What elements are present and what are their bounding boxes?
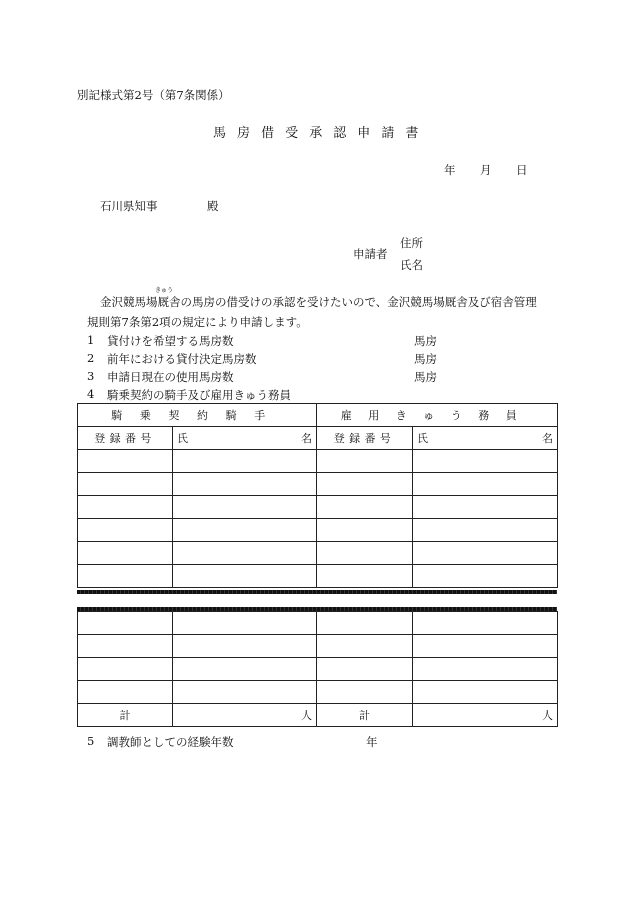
jockey-name-header: 氏 名 [173, 427, 317, 450]
item-1-label: 貸付けを希望する馬房数 [107, 334, 234, 348]
groom-name-cell[interactable] [413, 519, 558, 542]
table-row [78, 450, 558, 473]
table-row [78, 635, 558, 658]
jockey-reg-cell[interactable] [78, 565, 173, 588]
jockey-reg-cell[interactable] [78, 635, 173, 658]
groom-name-cell[interactable] [413, 612, 558, 635]
jockey-name-cell[interactable] [173, 565, 317, 588]
addressee-name: 石川県知事 [100, 199, 158, 213]
item-3-unit: 馬房 [414, 370, 437, 384]
groom-reg-no-header: 登録番号 [317, 427, 413, 450]
groom-reg-cell[interactable] [317, 519, 413, 542]
groom-reg-cell[interactable] [317, 473, 413, 496]
jockey-name-cell[interactable] [173, 519, 317, 542]
jockey-total-unit[interactable]: 人 [173, 704, 317, 727]
jockey-reg-cell[interactable] [78, 473, 173, 496]
item-3-label: 申請日現在の使用馬房数 [107, 370, 234, 384]
item-2-unit: 馬房 [414, 352, 437, 366]
groom-name-cell[interactable] [413, 542, 558, 565]
body-text-line1: 金沢競馬場厩舎の馬房の借受けの承認を受けたいので、金沢競馬場厩舎及び宿舎管理 [100, 295, 537, 309]
item-5-label: 調教師としての経験年数 [107, 735, 234, 749]
form-title: 馬房借受承認申請書 [213, 126, 430, 141]
groom-reg-cell[interactable] [317, 612, 413, 635]
item-1-num: 1 [87, 333, 95, 347]
table-row [78, 565, 558, 588]
groom-reg-cell[interactable] [317, 658, 413, 681]
groom-name-cell[interactable] [413, 473, 558, 496]
jockey-total-label: 計 [78, 704, 173, 727]
groom-name-cell[interactable] [413, 450, 558, 473]
groom-header: 雇用きゅう務員 [317, 404, 558, 427]
groom-total-label: 計 [317, 704, 413, 727]
addressee-honorific: 殿 [207, 199, 219, 213]
jockey-name-cell[interactable] [173, 635, 317, 658]
staff-table-lower [77, 611, 558, 727]
jockey-reg-cell[interactable] [78, 612, 173, 635]
table-row [78, 496, 558, 519]
table-row [78, 612, 558, 635]
table-row [78, 681, 558, 704]
address-label: 住所 [400, 236, 423, 250]
date-month: 月 [480, 163, 492, 177]
jockey-reg-cell[interactable] [78, 496, 173, 519]
groom-name-cell[interactable] [413, 635, 558, 658]
item-4-num: 4 [87, 387, 95, 401]
jockey-header: 騎乗契約騎手 [78, 404, 317, 427]
table-row [78, 542, 558, 565]
item-2-num: 2 [87, 351, 95, 365]
staff-table-upper [77, 403, 558, 588]
ruby-kyu: きゅう [155, 287, 174, 294]
groom-name-header: 氏 名 [413, 427, 558, 450]
groom-reg-cell[interactable] [317, 542, 413, 565]
jockey-reg-cell[interactable] [78, 519, 173, 542]
item-2-label: 前年における貸付決定馬房数 [107, 352, 257, 366]
table-row [78, 658, 558, 681]
groom-name-cell[interactable] [413, 496, 558, 519]
date-year: 年 [444, 163, 456, 177]
item-1-unit: 馬房 [414, 334, 437, 348]
item-4-label: 騎乗契約の騎手及び雇用きゅう務員 [107, 388, 291, 402]
item-3-num: 3 [87, 369, 95, 383]
groom-reg-cell[interactable] [317, 450, 413, 473]
total-row [78, 704, 558, 727]
jockey-name-cell[interactable] [173, 612, 317, 635]
jockey-name-cell[interactable] [173, 681, 317, 704]
groom-name-cell[interactable] [413, 658, 558, 681]
name-label: 氏名 [400, 258, 423, 272]
jockey-name-cell[interactable] [173, 658, 317, 681]
groom-name-cell[interactable] [413, 565, 558, 588]
groom-reg-cell[interactable] [317, 565, 413, 588]
jockey-reg-cell[interactable] [78, 681, 173, 704]
jockey-reg-no-header: 登録番号 [78, 427, 173, 450]
jockey-name-cell[interactable] [173, 473, 317, 496]
form-id: 別記様式第2号（第7条関係） [77, 88, 230, 102]
groom-reg-cell[interactable] [317, 496, 413, 519]
item-5-unit: 年 [366, 735, 378, 749]
jockey-name-cell[interactable] [173, 450, 317, 473]
jockey-name-cell[interactable] [173, 496, 317, 519]
body-text-line2: 規則第7条第2項の規定により申請します。 [87, 315, 308, 329]
jockey-reg-cell[interactable] [78, 542, 173, 565]
jockey-reg-cell[interactable] [78, 450, 173, 473]
jockey-name-cell[interactable] [173, 542, 317, 565]
date-day: 日 [516, 163, 528, 177]
jockey-reg-cell[interactable] [78, 658, 173, 681]
item-5-num: 5 [87, 734, 95, 748]
groom-name-cell[interactable] [413, 681, 558, 704]
groom-reg-cell[interactable] [317, 635, 413, 658]
table-row [78, 473, 558, 496]
applicant-label: 申請者 [353, 247, 388, 261]
groom-reg-cell[interactable] [317, 681, 413, 704]
groom-total-unit[interactable]: 人 [413, 704, 558, 727]
table-row [78, 519, 558, 542]
page-break-top [77, 590, 557, 594]
